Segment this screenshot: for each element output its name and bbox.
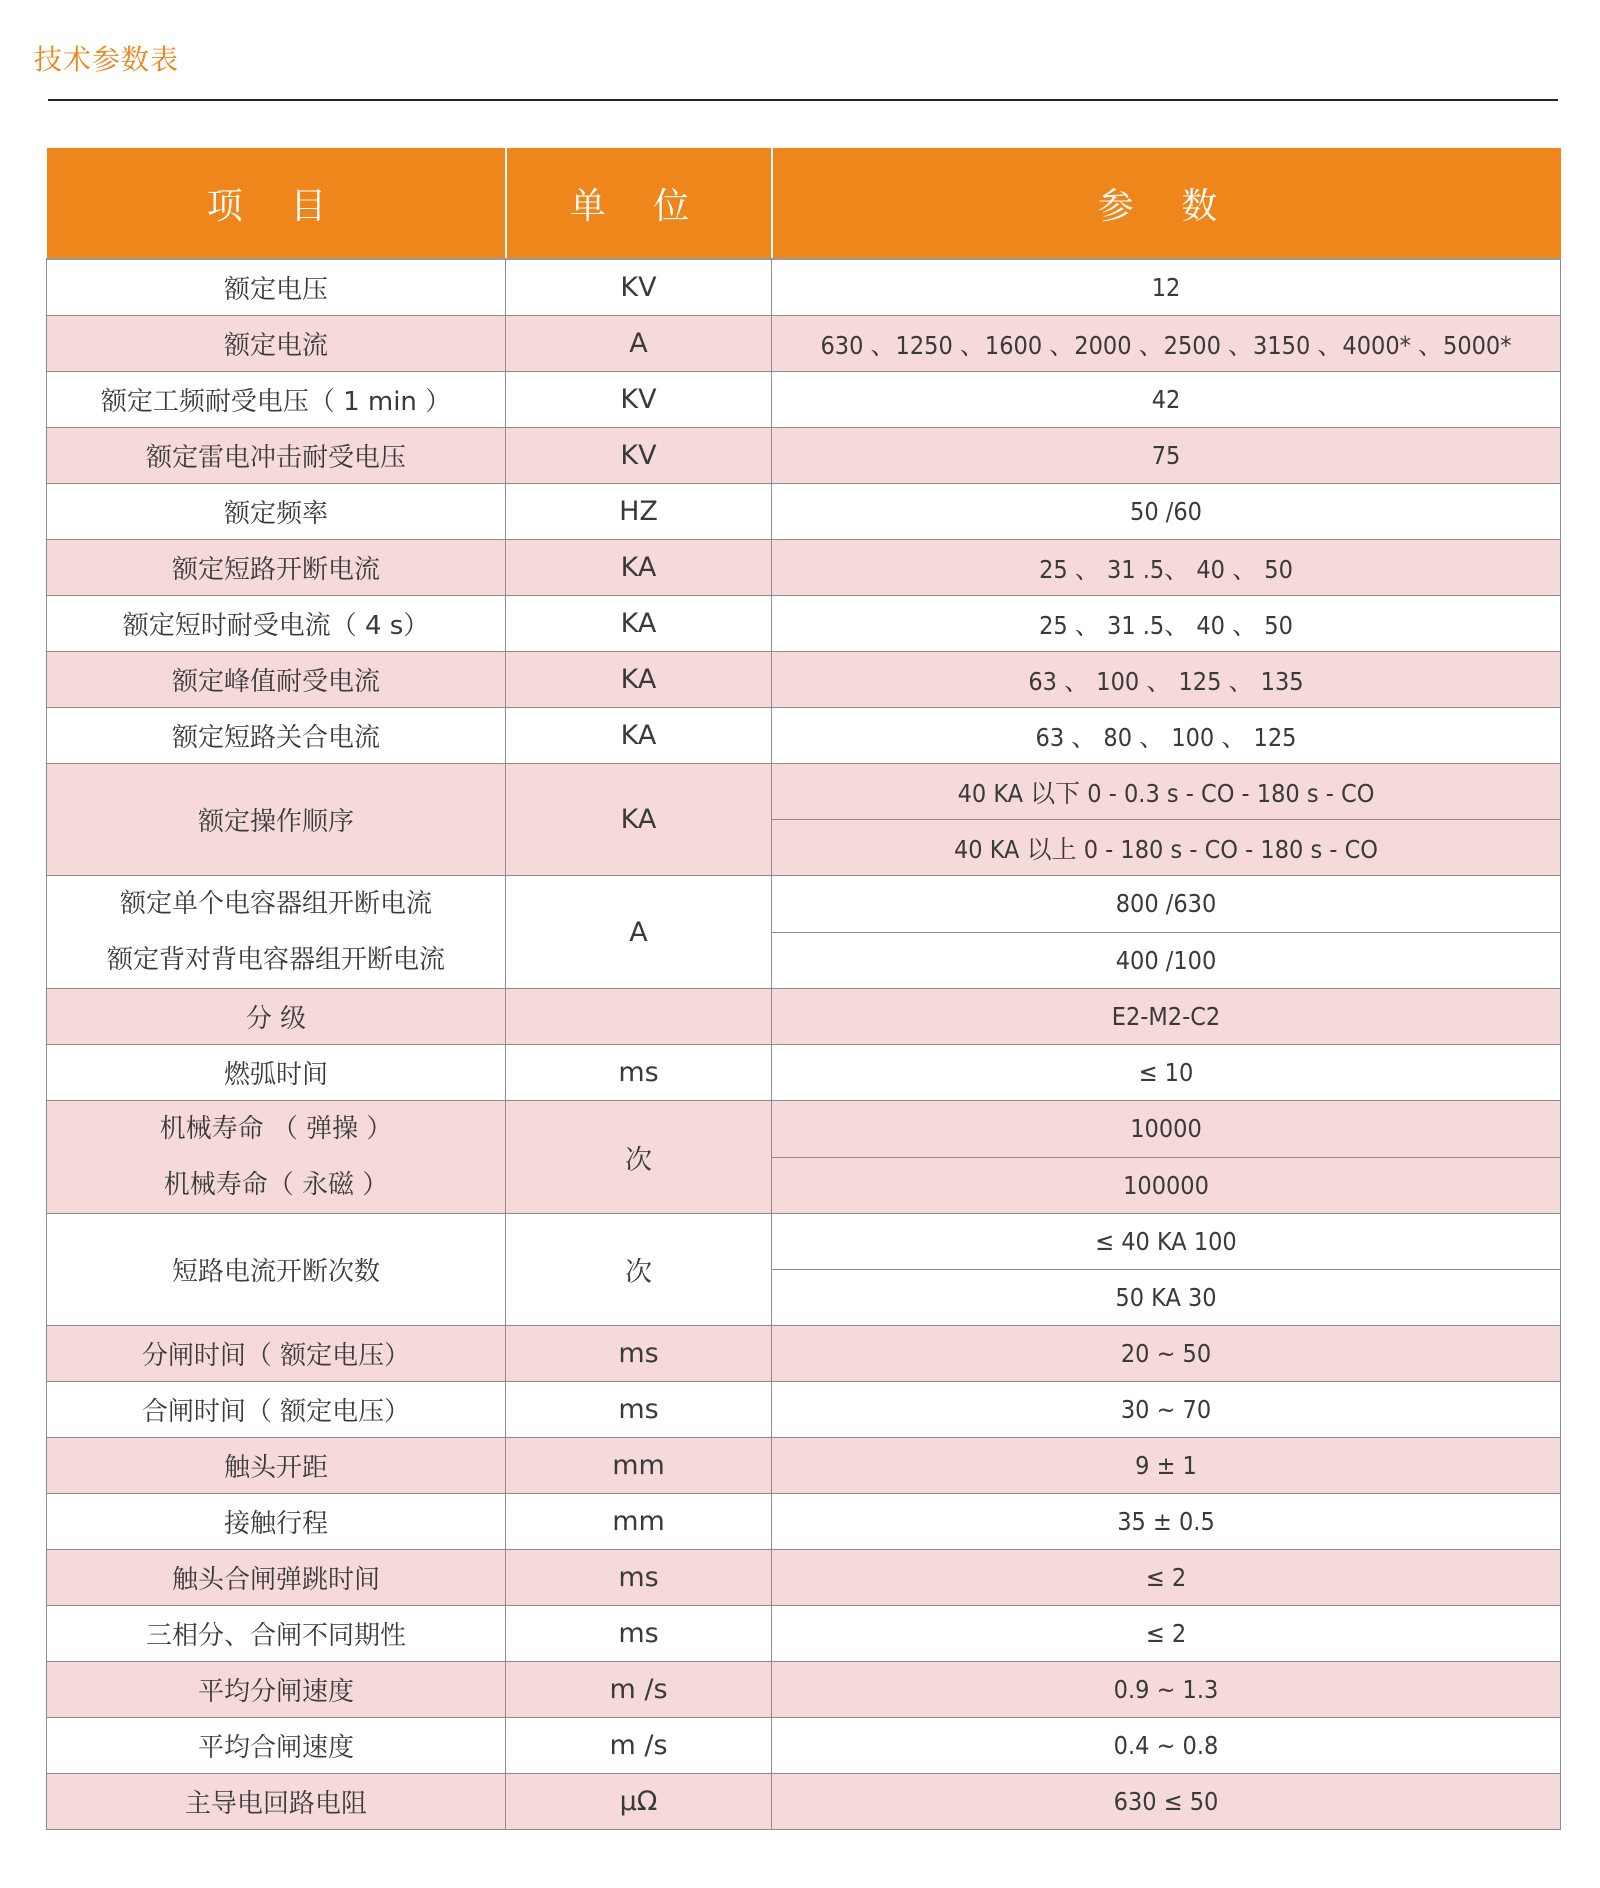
row-unit: KV	[506, 428, 772, 484]
table-row	[47, 484, 1561, 540]
row-unit: KV	[506, 259, 772, 316]
row-param: 0.4 ~ 0.8	[772, 1718, 1561, 1774]
row-item: 额定频率	[47, 484, 506, 540]
row-item: 额定电流	[47, 316, 506, 372]
row-unit: mm	[506, 1438, 772, 1494]
header-unit: 单 位	[506, 148, 772, 259]
row-unit	[506, 989, 772, 1045]
row-param: 100000	[772, 1157, 1561, 1214]
spec-table	[46, 148, 1561, 1830]
table-row	[47, 708, 1561, 764]
row-unit: KA	[506, 708, 772, 764]
row-unit: 次	[506, 1214, 772, 1326]
row-item: 平均分闸速度	[47, 1662, 506, 1718]
table-row	[47, 1045, 1561, 1101]
row-param: 9 ± 1	[772, 1438, 1561, 1494]
table-row	[47, 1606, 1561, 1662]
table-row	[47, 1438, 1561, 1494]
row-param: 630 ≤ 50	[772, 1774, 1561, 1830]
row-param: 25 、 31 .5、 40 、 50	[772, 540, 1561, 596]
table-row	[47, 1550, 1561, 1606]
row-unit: HZ	[506, 484, 772, 540]
row-param: 63 、 100 、 125 、 135	[772, 652, 1561, 708]
row-param: 40 KA 以下 0 - 0.3 s - CO - 180 s - CO	[772, 764, 1561, 820]
row-item: 合闸时间（ 额定电压）	[47, 1382, 506, 1438]
row-item: 触头合闸弹跳时间	[47, 1550, 506, 1606]
row-unit: ms	[506, 1326, 772, 1382]
table-row	[47, 316, 1561, 372]
table-row	[47, 428, 1561, 484]
row-unit: A	[506, 876, 772, 989]
row-item: 额定雷电冲击耐受电压	[47, 428, 506, 484]
row-item: 额定短路关合电流	[47, 708, 506, 764]
row-item: 三相分、合闸不同期性	[47, 1606, 506, 1662]
table-row	[47, 372, 1561, 428]
row-item: 额定短时耐受电流（ 4 s）	[47, 596, 506, 652]
row-item-line: 额定背对背电容器组开断电流	[106, 945, 445, 975]
row-item: 主导电回路电阻	[47, 1774, 506, 1830]
row-unit: ms	[506, 1606, 772, 1662]
row-item: 额定短路开断电流	[47, 540, 506, 596]
row-param: 42	[772, 372, 1561, 428]
row-item: 额定操作顺序	[47, 764, 506, 876]
row-unit: m /s	[506, 1662, 772, 1718]
row-item: 分闸时间（ 额定电压）	[47, 1326, 506, 1382]
table-row	[47, 764, 1561, 820]
table-row	[47, 1326, 1561, 1382]
header-param: 参 数	[772, 148, 1561, 259]
row-item: 接触行程	[47, 1494, 506, 1550]
row-item: 分 级	[47, 989, 506, 1045]
row-param: ≤ 10	[772, 1045, 1561, 1101]
row-item: 额定电压	[47, 259, 506, 316]
row-param: 63 、 80 、 100 、 125	[772, 708, 1561, 764]
row-unit: KA	[506, 596, 772, 652]
row-param: 50 /60	[772, 484, 1561, 540]
row-param: 30 ~ 70	[772, 1382, 1561, 1438]
row-item: 额定峰值耐受电流	[47, 652, 506, 708]
title-divider	[48, 99, 1558, 101]
table-row	[47, 989, 1561, 1045]
row-unit: A	[506, 316, 772, 372]
row-param: 800 /630	[772, 876, 1561, 933]
row-item: 额定工频耐受电压（ 1 min ）	[47, 372, 506, 428]
table-row	[47, 1718, 1561, 1774]
row-param: 75	[772, 428, 1561, 484]
row-param: 10000	[772, 1101, 1561, 1158]
page-title: 技术参数表	[34, 43, 180, 76]
row-unit: mm	[506, 1494, 772, 1550]
row-param: ≤ 2	[772, 1550, 1561, 1606]
row-item-line: 机械寿命 （ 弹操 ）	[159, 1114, 393, 1144]
table-row	[47, 1774, 1561, 1830]
row-param: 630 、1250 、1600 、2000 、2500 、3150 、4000* 、5000*	[772, 316, 1561, 372]
table-header-row	[47, 148, 1561, 259]
row-unit: ms	[506, 1045, 772, 1101]
row-param: 25 、 31 .5、 40 、 50	[772, 596, 1561, 652]
row-unit: ms	[506, 1550, 772, 1606]
row-item: 平均合闸速度	[47, 1718, 506, 1774]
table-row	[47, 1382, 1561, 1438]
row-unit: ms	[506, 1382, 772, 1438]
row-param: E2-M2-C2	[772, 989, 1561, 1045]
row-unit: 次	[506, 1101, 772, 1214]
table-row	[47, 652, 1561, 708]
table-row	[47, 1494, 1561, 1550]
table-row	[47, 596, 1561, 652]
row-unit: KA	[506, 652, 772, 708]
row-param: 40 KA 以上 0 - 180 s - CO - 180 s - CO	[772, 820, 1561, 876]
row-item: 触头开距	[47, 1438, 506, 1494]
row-param: 0.9 ~ 1.3	[772, 1662, 1561, 1718]
header-item: 项 目	[47, 148, 506, 259]
row-param: 12	[772, 259, 1561, 316]
table-row	[47, 876, 1561, 933]
row-item: 短路电流开断次数	[47, 1214, 506, 1326]
row-unit: KA	[506, 764, 772, 876]
row-unit: μΩ	[506, 1774, 772, 1830]
table-row	[47, 540, 1561, 596]
table-row	[47, 259, 1561, 316]
row-param: 400 /100	[772, 932, 1561, 989]
row-param: 50 KA 30	[772, 1270, 1561, 1326]
table-row	[47, 1662, 1561, 1718]
row-item	[47, 876, 506, 989]
row-param: 20 ~ 50	[772, 1326, 1561, 1382]
row-unit: KA	[506, 540, 772, 596]
table-row	[47, 1214, 1561, 1270]
row-item	[47, 1101, 506, 1214]
row-unit: KV	[506, 372, 772, 428]
table-row	[47, 1101, 1561, 1158]
row-item-line: 机械寿命（ 永磁 ）	[163, 1170, 389, 1200]
row-item-line: 额定单个电容器组开断电流	[119, 889, 432, 919]
row-unit: m /s	[506, 1718, 772, 1774]
row-param: 35 ± 0.5	[772, 1494, 1561, 1550]
row-param: ≤ 40 KA 100	[772, 1214, 1561, 1270]
row-item: 燃弧时间	[47, 1045, 506, 1101]
row-param: ≤ 2	[772, 1606, 1561, 1662]
